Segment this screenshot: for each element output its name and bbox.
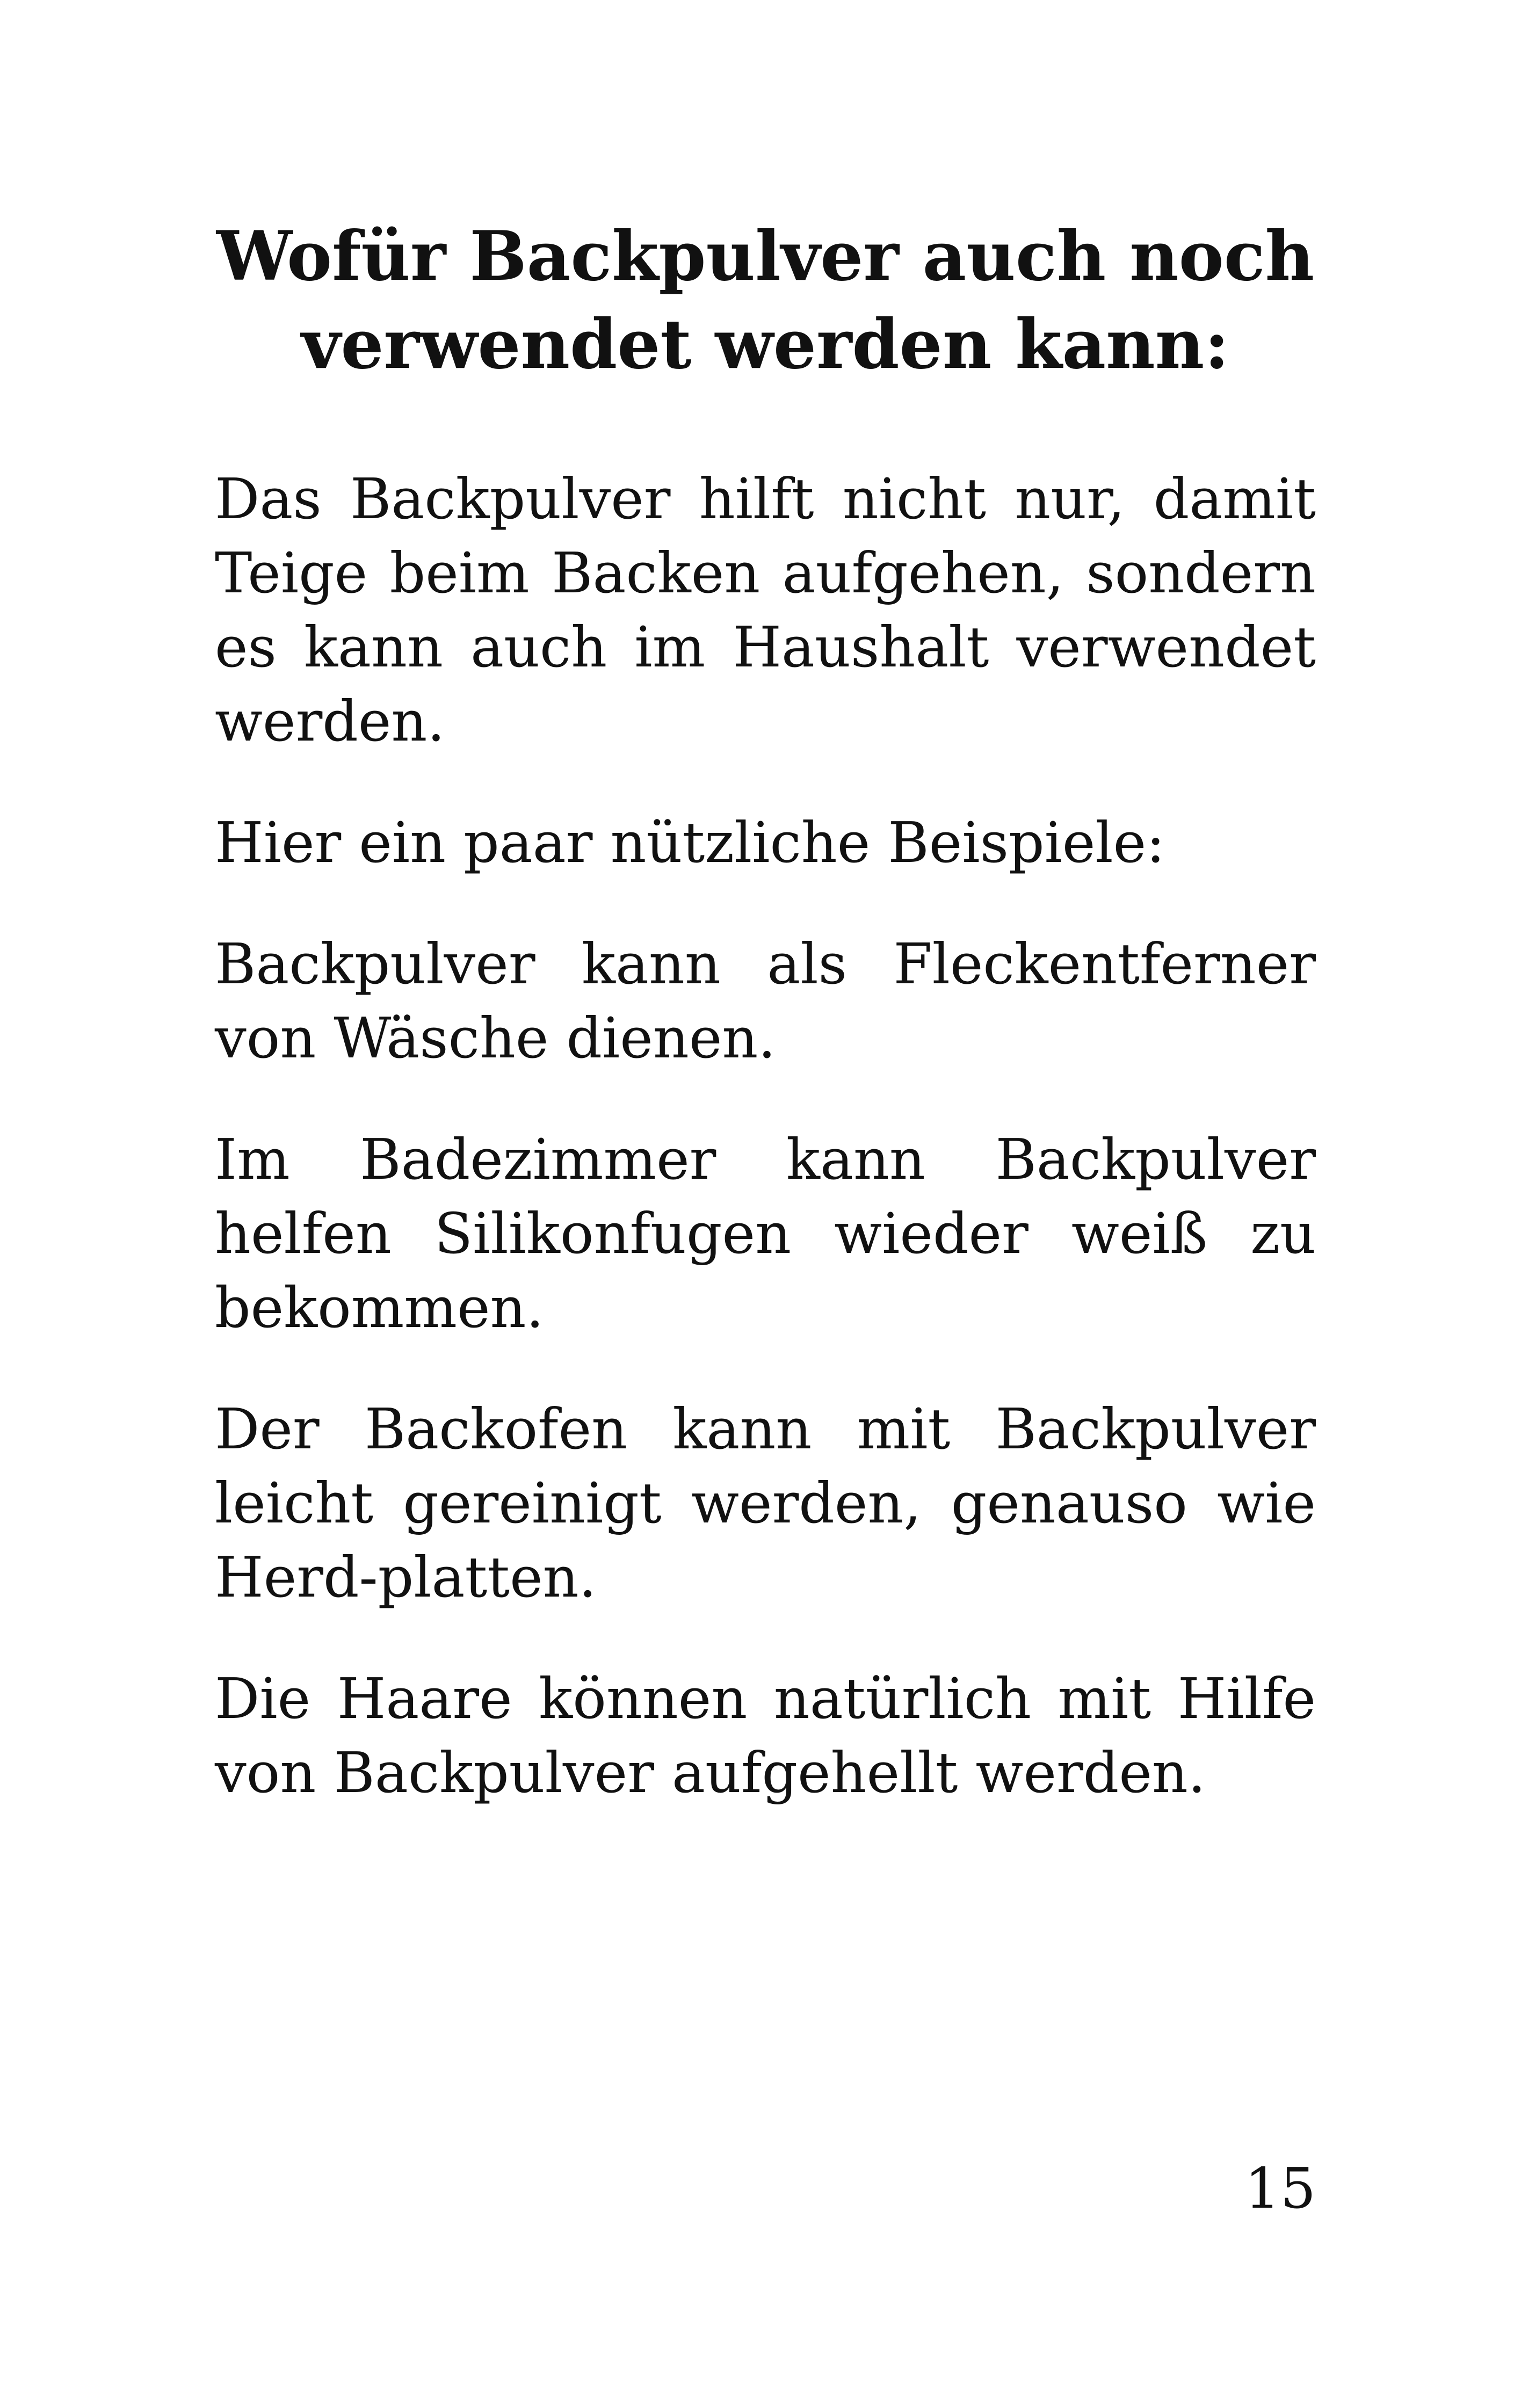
- paragraph-bathroom: Im Badezimmer kann Backpulver helfen Silikonfugen wieder weiß zu bekommen.: [215, 1127, 1316, 1340]
- paragraph-hair: Die Haare können natürlich mit Hilfe von Backpulver aufgehellt werden.: [215, 1666, 1316, 1805]
- paragraph-stain-remover: Backpulver kann als Fleckentferner von Wäsche dienen.: [215, 931, 1316, 1071]
- paragraph-oven: Der Backofen kann mit Backpulver leicht gereinigt werden, genauso wie Herd-platten.: [215, 1396, 1316, 1610]
- page-number: 15: [1244, 2156, 1316, 2221]
- paragraph-intro: Das Backpulver hilft nicht nur, damit Teige beim Backen aufgehen, sondern es kann auch im Haushalt verwendet werden.: [215, 466, 1316, 754]
- page-title: Wofür Backpulver auch noch verwendet werden kann:: [216, 216, 1315, 384]
- paragraph-examples-heading: Hier ein paar nützliche Beispiele:: [215, 810, 1165, 875]
- body-text: [215, 462, 1316, 1857]
